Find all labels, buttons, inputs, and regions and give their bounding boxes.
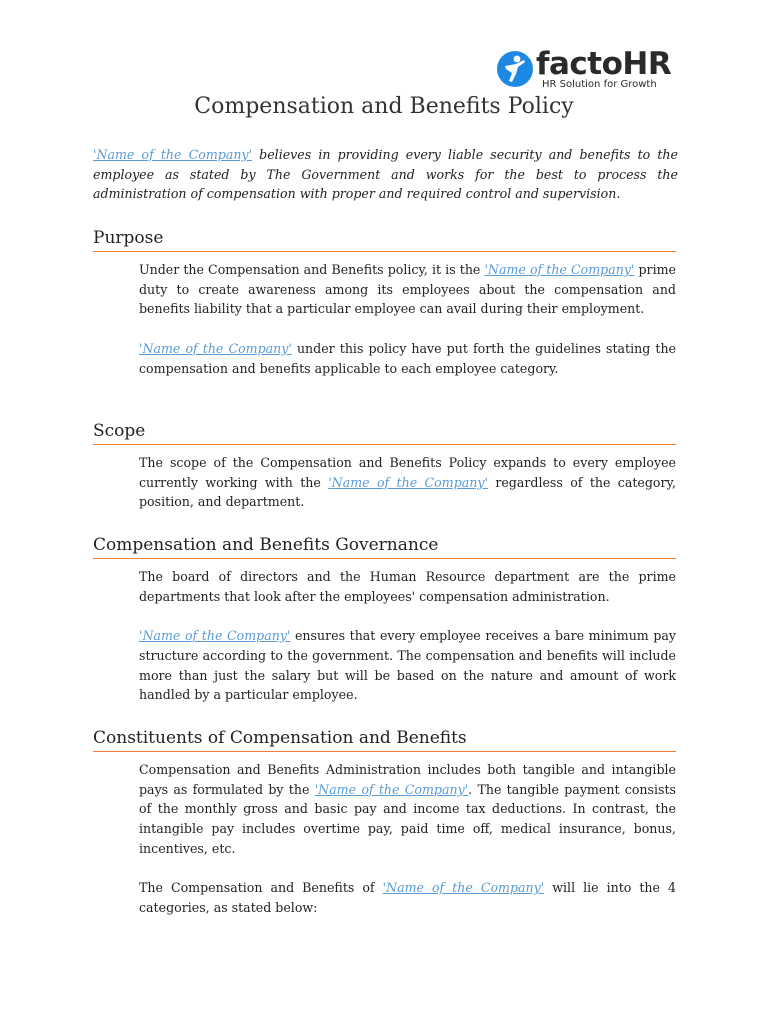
factohr-logo	[496, 46, 676, 92]
page-title: Compensation and Benefits Policy	[194, 94, 574, 119]
governance-paragraph-1: The board of directors and the Human Resource department are the prime departments that look after the employees' compensation administration.	[139, 569, 676, 604]
text-run: The scope of the Compensation and Benefits Policy expands to every employee currently working with the	[139, 455, 676, 490]
company-name-placeholder: 'Name of the Company'	[139, 628, 291, 644]
company-name-placeholder: 'Name of the Company'	[382, 880, 545, 896]
section-heading: Scope	[93, 419, 676, 445]
company-name-placeholder: 'Name of the Company'	[93, 147, 253, 162]
company-name-placeholder: 'Name of the Company'	[139, 340, 292, 356]
intro-paragraph	[93, 145, 678, 204]
section-governance	[93, 533, 676, 705]
section-body	[139, 567, 676, 705]
constituents-paragraph-2	[139, 878, 676, 917]
governance-paragraph-2	[139, 626, 676, 705]
text-run: Compensation and Benefits Administration includes both tangible and intangible pays as formulated by the	[139, 762, 676, 797]
text-run: . The tangible payment consists of the monthly gross and basic pay and income tax deductions. In contrast, the intangible pay includes overtime pay, paid time off, medical insurance, bonus, incentives, etc.	[139, 781, 676, 856]
text-run: under this policy have put forth the guidelines stating the compensation and benefits applicable to each employee category.	[139, 340, 677, 376]
logo-wordmark: factoHR	[536, 46, 672, 82]
text-run: The Compensation and Benefits of	[139, 880, 383, 896]
logo-tagline: HR Solution for Growth	[542, 79, 657, 90]
purpose-paragraph-1	[139, 260, 676, 319]
text-run: ensures that every employee receives a bare minimum pay structure according to the government. The compensation and benefits will include more than just the salary but will be based on the nature and amount of work handled by a particular employee.	[139, 628, 677, 703]
intro-text: believes in providing every liable security and benefits to the employee as stated by The Government and works for the best to process the administration of compensation with proper and required control and supervision.	[93, 147, 678, 202]
company-name-placeholder: 'Name of the Company'	[328, 474, 488, 490]
section-heading: Constituents of Compensation and Benefits	[93, 726, 676, 752]
section-heading: Purpose	[93, 226, 676, 252]
scope-paragraph-1	[139, 453, 676, 512]
section-purpose	[93, 226, 676, 378]
person-circle-icon	[496, 50, 534, 88]
company-name-placeholder: 'Name of the Company'	[314, 781, 469, 797]
section-scope	[93, 419, 676, 512]
company-name-placeholder: 'Name of the Company'	[484, 262, 635, 277]
constituents-paragraph-1	[139, 760, 676, 859]
section-heading: Compensation and Benefits Governance	[93, 533, 676, 559]
section-body	[139, 260, 676, 378]
text-run: regardless of the category, position, and department.	[139, 474, 676, 510]
section-constituents	[93, 726, 676, 918]
section-body	[139, 453, 676, 512]
section-body	[139, 760, 676, 918]
text-run: Under the Compensation and Benefits policy, it is the	[139, 262, 485, 277]
purpose-paragraph-2	[139, 339, 676, 378]
text-run: will lie into the 4 categories, as stated below:	[139, 880, 677, 915]
text-run: prime duty to create awareness among its employees about the compensation and benefits liability that a particular employee can avail during their employment.	[139, 262, 676, 317]
